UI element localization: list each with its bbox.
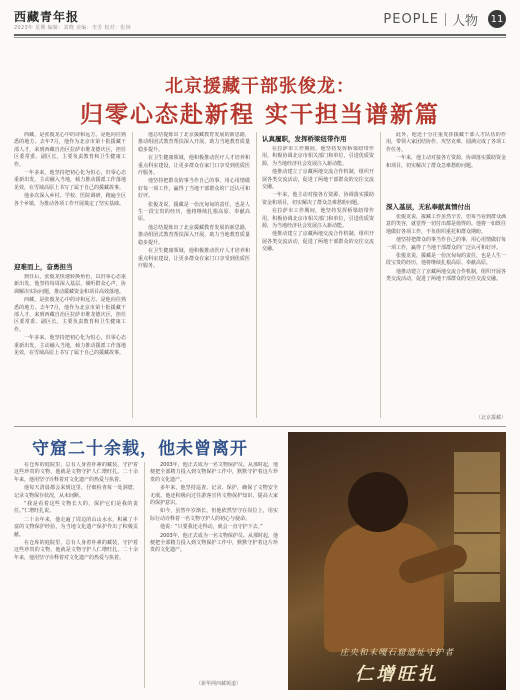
paragraph: 在卫生健康领域，他积极推动医疗人才培养和重点科室建设，让更多群众在家门口享受到优质医疗服务。 (138, 155, 250, 177)
issue-info: 2023年 星期 编辑：刘晓 美编：李芳 校对：张林 (14, 25, 131, 31)
paragraph: 一年多来，他坚持把初心化为恒心，归零心态重新出发，主动融入当地，倾力推动援派工作落地见效，在雪域高原上书写了属于自己的援藏故事。 (14, 170, 126, 191)
header-rule (14, 34, 506, 36)
story1-column-2 (138, 132, 250, 414)
story1-kicker: 北京援藏干部张俊龙： (165, 76, 355, 97)
photo-caption-line-2: 仁增旺扎 (355, 664, 439, 685)
story1-column-1b (14, 274, 126, 414)
section-divider (445, 13, 446, 26)
paragraph: 他推动建立了京藏两地交流合作机制，组织开展各类交流活动，促进了两地干部群众的交往交流交融。 (262, 231, 374, 253)
paragraph: 2003年，他正式成为一名文物保护员。从那时起，他便把全部精力投入到文物保护工作中，默默守护着这片珍贵的文化遗产。 (150, 532, 278, 554)
paragraph: 此外，他还十分注重发挥援藏干部人才队伍的作用，带领大家团结协作、攻坚克难，圆满完成了各项工作任务。 (386, 132, 506, 153)
paragraph: 张俊龙说，援藏是一份沉甸甸的责任，也是人生一段宝贵的经历，他将继续扎根高原、奉献高原。 (386, 253, 506, 267)
story2-column-2 (150, 462, 278, 678)
photo-shelf-line (454, 532, 500, 534)
section-header (383, 10, 478, 29)
photo-caption-line-1: 庄央和末嘎石窟遗址守护者 (339, 648, 454, 658)
photo-shelf (454, 452, 500, 602)
photo-shelf-line (454, 572, 500, 574)
paragraph: 西藏，是张俊龙心中的诗和远方。是他向往熟悉的地方。去年7月，他作为北京市第十批援藏干部人才，来到西藏自治区拉萨市堆龙德庆区，担任区委常委、副区长，主要负责教育和卫生健康工作。 (14, 132, 126, 168)
paragraph: 一年来，他主动对接各方资源，协调落实援助资金和项目，切实解决了群众急难愁盼问题。 (262, 192, 374, 206)
story1-column-4 (386, 132, 506, 198)
story1-column-4b (386, 214, 506, 410)
paragraph: 他说：“只要我还走得动，就会一直守护下去。” (160, 524, 263, 531)
paragraph: 他推动建立了京藏两地交流合作机制，组织开展各类交流活动，促进了两地干部群众的交往交流交融。 (262, 169, 374, 191)
story1-subhead-1: 迎难而上，奋勇担当 (14, 263, 73, 271)
paragraph: 他多次深入乡村、学校、医院调研，跑遍全区各个乡镇，为推动各项工作开展奠定了坚实基础。 (14, 193, 126, 207)
paragraph: 一年多来，他坚持把初心化为恒心，归零心态重新出发，主动融入当地，倾力推动援派工作落地见效，在雪域高原上书写了属于自己的援藏故事。 (14, 335, 126, 357)
paragraph: 到任后，张俊龙快速转换角色，以归零心态重新出发，他坚持每周深入基层，倾听群众心声，协调解决实际问题，推动援藏资金和项目高效落地。 (14, 274, 126, 295)
photo-shelf-line (454, 492, 500, 494)
paragraph: 张俊龙说，援藏工作虽然辛苦，但每当看到群众满意的笑容，就觉得一切付出都是值得的。他将一如既往地做好各项工作，不负组织重托和群众期盼。 (386, 214, 506, 235)
column-divider (132, 132, 133, 418)
paragraph: 在卫生健康领域，他积极推动医疗人才培养和重点科室建设，让更多群众在家门口享受到优质医疗服务。 (138, 248, 250, 269)
paragraph: 他总结提炼出了北京援藏教育发展的新思路，推动组团式教育帮扶深入开展，助力当地教育质量稳步提升。 (138, 224, 250, 246)
story1-subhead-2: 认真履职，发挥桥梁纽带作用 (262, 135, 347, 143)
paragraph: 他每天清晨都会来到这里，仔细检查每一处洞窟，记录文物保存状况，从未间断。 (14, 485, 138, 499)
paragraph: 他坚持把群众的事当作自己的事，用心用情做好每一项工作，赢得了当地干部群众的广泛认可和好评。 (138, 178, 250, 200)
column-divider (380, 132, 381, 418)
paragraph: 二十余年来，他走遍了周边的山山水水，积累了丰富的文物保护经验，为当地文化遗产保护作出了积极贡献。 (14, 516, 138, 538)
paragraph: 多年来，他坚持巡查、记录、保护，确保了文物安全无虞。他还积极向过往游客宣传文物保护知识，提高大家的保护意识。 (150, 485, 278, 507)
paragraph: 一年来，他主动对接各方资源，协调落实援助资金和项目，切实解决了群众急难愁盼问题。 (386, 155, 506, 169)
paragraph: 在拉萨市工作期间，他坚持发挥桥梁纽带作用，积极协调北京市相关部门和单位，引进优质资源，为当地经济社会发展注入新动能。 (262, 146, 374, 167)
paragraph: 西藏，是张俊龙心中的诗和远方。是他向往熟悉的地方。去年7月，他作为北京市第十批援藏干部人才，来到西藏自治区拉萨市堆龙德庆区，担任区委常委、副区长，主要负责教育和卫生健康工作。 (14, 297, 126, 333)
story1-source: （北京援藏） (475, 415, 506, 421)
story1-column-1 (14, 132, 126, 258)
paragraph: 他推动建立了京藏两地交流合作机制，组织开展各类交流活动，促进了两地干部群众的交往交流交融。 (386, 268, 506, 283)
paragraph: 如今，虽然年岁渐长，但他依然坚守在岗位上，用实际行动诠释着一名文物守护人的初心与使命。 (150, 508, 278, 522)
column-divider (144, 462, 145, 688)
photo-figure-head (348, 472, 408, 532)
story1-subhead-3: 深入基层，无私奉献真情付出 (386, 203, 471, 211)
portrait-photo (288, 432, 506, 690)
paragraph: 2003年，他正式成为一名文物保护员。从那时起，他便把全部精力投入到文物保护工作中，默默守护着这片珍贵的文化遗产。 (150, 462, 278, 483)
section-label-zh: 人物 (451, 14, 478, 29)
column-divider (256, 132, 257, 418)
paragraph: 在仓库的庭院里，总有人身着朴素的藏装，守护着这些珍贵的文物，他就是文物守护人仁增旺扎。二十余年来，他用坚守诠释着对文化遗产的热爱与执着。 (14, 462, 138, 483)
story-divider (14, 426, 506, 427)
story2-source: （新华网西藏频道） (196, 681, 242, 687)
page-number-badge: 11 (488, 10, 506, 28)
story2-column-1 (14, 462, 138, 688)
story2-headline: 守窟二十余载，他未曾离开 (32, 439, 248, 459)
photo-figure-body (324, 522, 444, 652)
paragraph: 张俊龙说，援藏是一份沉甸甸的责任，也是人生一段宝贵的经历，他将继续扎根高原、奉献高原。 (138, 201, 250, 223)
story1-headline: 归零心态赴新程 实干担当谱新篇 (79, 102, 440, 128)
header-rule-thin (14, 37, 506, 38)
paragraph: 在拉萨市工作期间，他坚持发挥桥梁纽带作用，积极协调北京市相关部门和单位，引进优质资源，为当地经济社会发展注入新动能。 (262, 208, 374, 230)
section-label-en: PEOPLE (383, 12, 439, 27)
paragraph: 他坚持把群众的事当作自己的事，用心用情做好每一项工作，赢得了当地干部群众的广泛认可和好评。 (386, 237, 506, 251)
newspaper-title: 西藏青年报 (14, 10, 80, 24)
paragraph: “我是看着这些文物长大的，保护它们是我的责任。”仁增旺扎说。 (14, 501, 138, 515)
paragraph: 他总结提炼出了北京援藏教育发展的新思路，推动组团式教育帮扶深入开展，助力当地教育质量稳步提升。 (138, 132, 250, 153)
paragraph: 在仓库的庭院里，总有人身着朴素的藏装，守护着这些珍贵的文物，他就是文物守护人仁增旺扎。二十余年来，他用坚守诠释着对文化遗产的热爱与执着。 (14, 540, 138, 561)
story1-column-3 (262, 146, 374, 414)
